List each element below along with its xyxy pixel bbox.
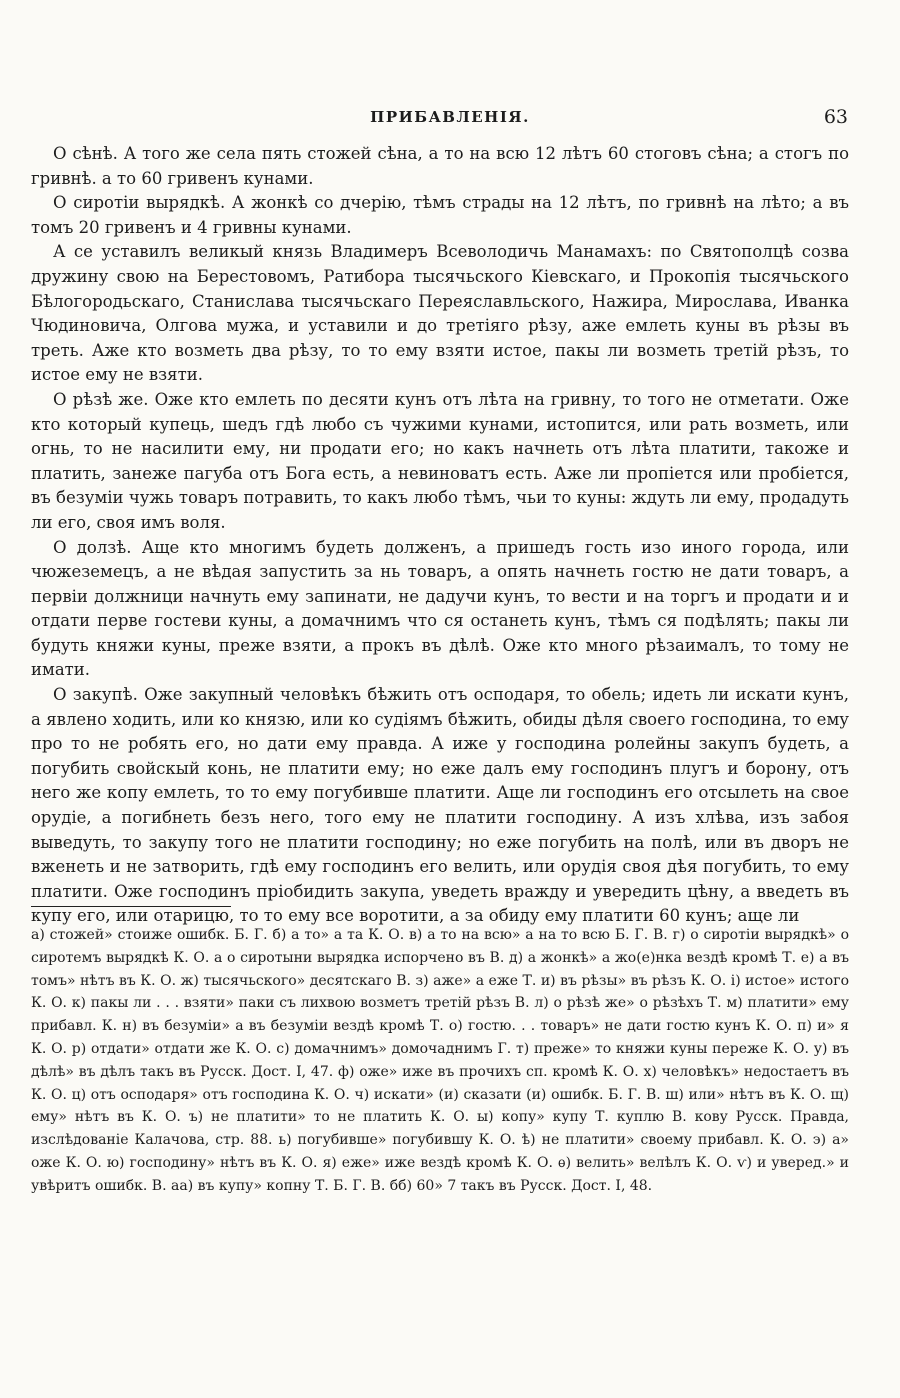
footnotes-text: а) стожей» стоиже ошибк. Б. Г. б) а то» а та К. О. в) а то на всю» а на то всю Б. Г. В. г) о сиротіи вырядкѣ» о сиротемъ вырядкѣ К. О. а о сиротыни вырядка испорчено въ В. д) а жонкѣ» а жо(е)нка вездѣ кромѣ Т. е) а въ томъ» нѣтъ въ К. О. ж) тысячьского» десятскаго В. з) аже» а еже Т. и) въ рѣзы» въ рѣзъ К. О. і) истое» истого К. О. к) пакы ли . . . взяти» паки съ лихвою возметъ третій рѣзъ В. л) о рѣзѣ же» о рѣзѣхъ Т. м) платити» ему прибавл. К. н) въ безуміи» а въ безуміи вездѣ кромѣ Т. о) гостю. . . товаръ» не дати гостю кунъ К. О. п) и» я К. О. р) отдати» отдати же К. О. с) домачнимъ» домочаднимъ Г. т) преже» то княжи куны переже К. О. у) въ дѣлѣ» въ дѣлъ такъ въ Русск. Дост. I, 47. ф) оже» иже въ прочихъ сп. кромѣ К. О. х) человѣкъ» недостаетъ въ К. О. ц) отъ осподаря» отъ господина К. О. ч) искати» (и) сказати (и) ошибк. Б. Г. В. ш) или» нѣтъ въ К. О. щ) ему» нѣтъ въ К. О. ъ) не платити» то не платить К. О. ы) копу» купу Т. куплю В. кову Русск. Правда, изслѣдованіе Калачова, стр. 88. ь) погубивше» погубившу К. О. ѣ) не платити» своему прибавл. К. О. э) а» оже К. О. ю) господину» нѣтъ въ К. О. я) еже» иже вездѣ кромѣ К. О. ѳ) велить» велѣлъ К. О. ѵ) и уверед.» и увѣритъ ошибк. В. аа) въ купу» копну Т. Б. Г. В. бб) 60» 7 такъ въ Русск. Дост. I, 48. (31, 927, 849, 1194)
paragraph-o-dolze: О долзѣ. Аще кто многимъ будеть долженъ, а пришедъ гость изо иного города, или чюжеземецъ, а не вѣдая запустить за нь товаръ, а опять начнеть гостю не дати товаръ, а первіи должници начнуть ему запинати, не дадучи кунъ, то вести и на торгъ и продати и и отдати перве гостеви куны, а домачнимъ что ся останеть кунъ, тѣмъ ся подѣлять; пакы ли будуть княжи куны, преже взяти, а прокъ въ дѣлѣ. Оже кто много рѣзаималъ, то тому не имати. (31, 537, 849, 680)
paragraph-o-sene: О сѣнѣ. А того же села пять стожей сѣна, а то на всю 12 лѣтъ 60 стоговъ сѣна; а стогъ по гривнѣ. а то 60 гривенъ кунами. (31, 144, 849, 188)
running-title: ПРИБАВЛЕНІЯ. (370, 108, 530, 126)
paragraph-ustav-vladimira: А се уставилъ великый князь Владимеръ Всеволодичь Манамахъ: по Святополцѣ созва дружину свою на Берестовомъ, Ратибора тысячьского Кіевскаго, и Прокопія тысячьского Бѣлогородьскаго, Станислава тысячьскаго Переяславльского, Нажира, Мирослава, Иванка Чюдиновича, Олгова мужа, и уставили и до третіяго рѣзу, аже емлеть куны въ рѣзы въ треть. Аже кто возметь два рѣзу, то то ему взяти истое, пакы ли возметь третій рѣзъ, то истое ему не взяти. (31, 242, 849, 385)
paragraph-o-reze: О рѣзѣ же. Оже кто емлеть по десяти кунъ отъ лѣта на гривну, то того не отметати. Оже кто который купець, шедъ гдѣ любо съ чужими кунами, истопится, или рать возметь, или огнь, то не насилити ему, ни продати его; но какъ начнеть отъ лѣта платити, такоже и платить, занеже пагуба отъ Бога есть, а невиноватъ есть. Аже ли пропіется или пробіется, въ безуміи чужь товаръ потравить, то какъ любо тѣмъ, чьи то куны: ждуть ли ему, продадуть ли его, своя имъ воля. (31, 389, 849, 532)
footnotes (31, 924, 849, 1198)
main-text (31, 142, 849, 929)
paragraph-o-zakupe: О закупѣ. Оже закупный человѣкъ бѣжить отъ осподаря, то обель; идеть ли искати кунъ, а явлено ходить, или ко князю, или ко судіямъ бѣжить, обиды дѣля своего господина, то ему про то не робять его, но дати ему правда. А иже у господина ролейны закупъ будеть, а погубить свойскый конь, не платити ему; но еже далъ ему господинъ плугъ и борону, отъ него же копу емлеть, то то ему погубивше платити. Аще ли господинъ его отсылеть на свое орудіе, а погибнеть безъ него, того ему не платити господину. А изъ хлѣва, изъ забоя выведуть, то закупу того не платити господину; но еже погубить на полѣ, или въ дворъ не вженеть и не затворить, гдѣ ему господинъ его велить, или орудія своя дѣя погубить, то ему платити. Оже господинъ пріобидить закупа, уведеть вражду и увередить цѣну, а введеть въ купу его, или отарицю, то то ему все воротити, а за обиду ему платити 60 кунъ; аще ли (31, 685, 849, 926)
page-number: 63 (823, 106, 848, 128)
footnote-divider (31, 906, 231, 907)
page-header (0, 106, 900, 136)
paragraph-o-sirotii: О сиротіи вырядкѣ. А жонкѣ со дчерію, тѣмъ страды на 12 лѣтъ, по гривнѣ на лѣто; а въ томъ 20 гривенъ и 4 гривны кунами. (31, 193, 849, 237)
